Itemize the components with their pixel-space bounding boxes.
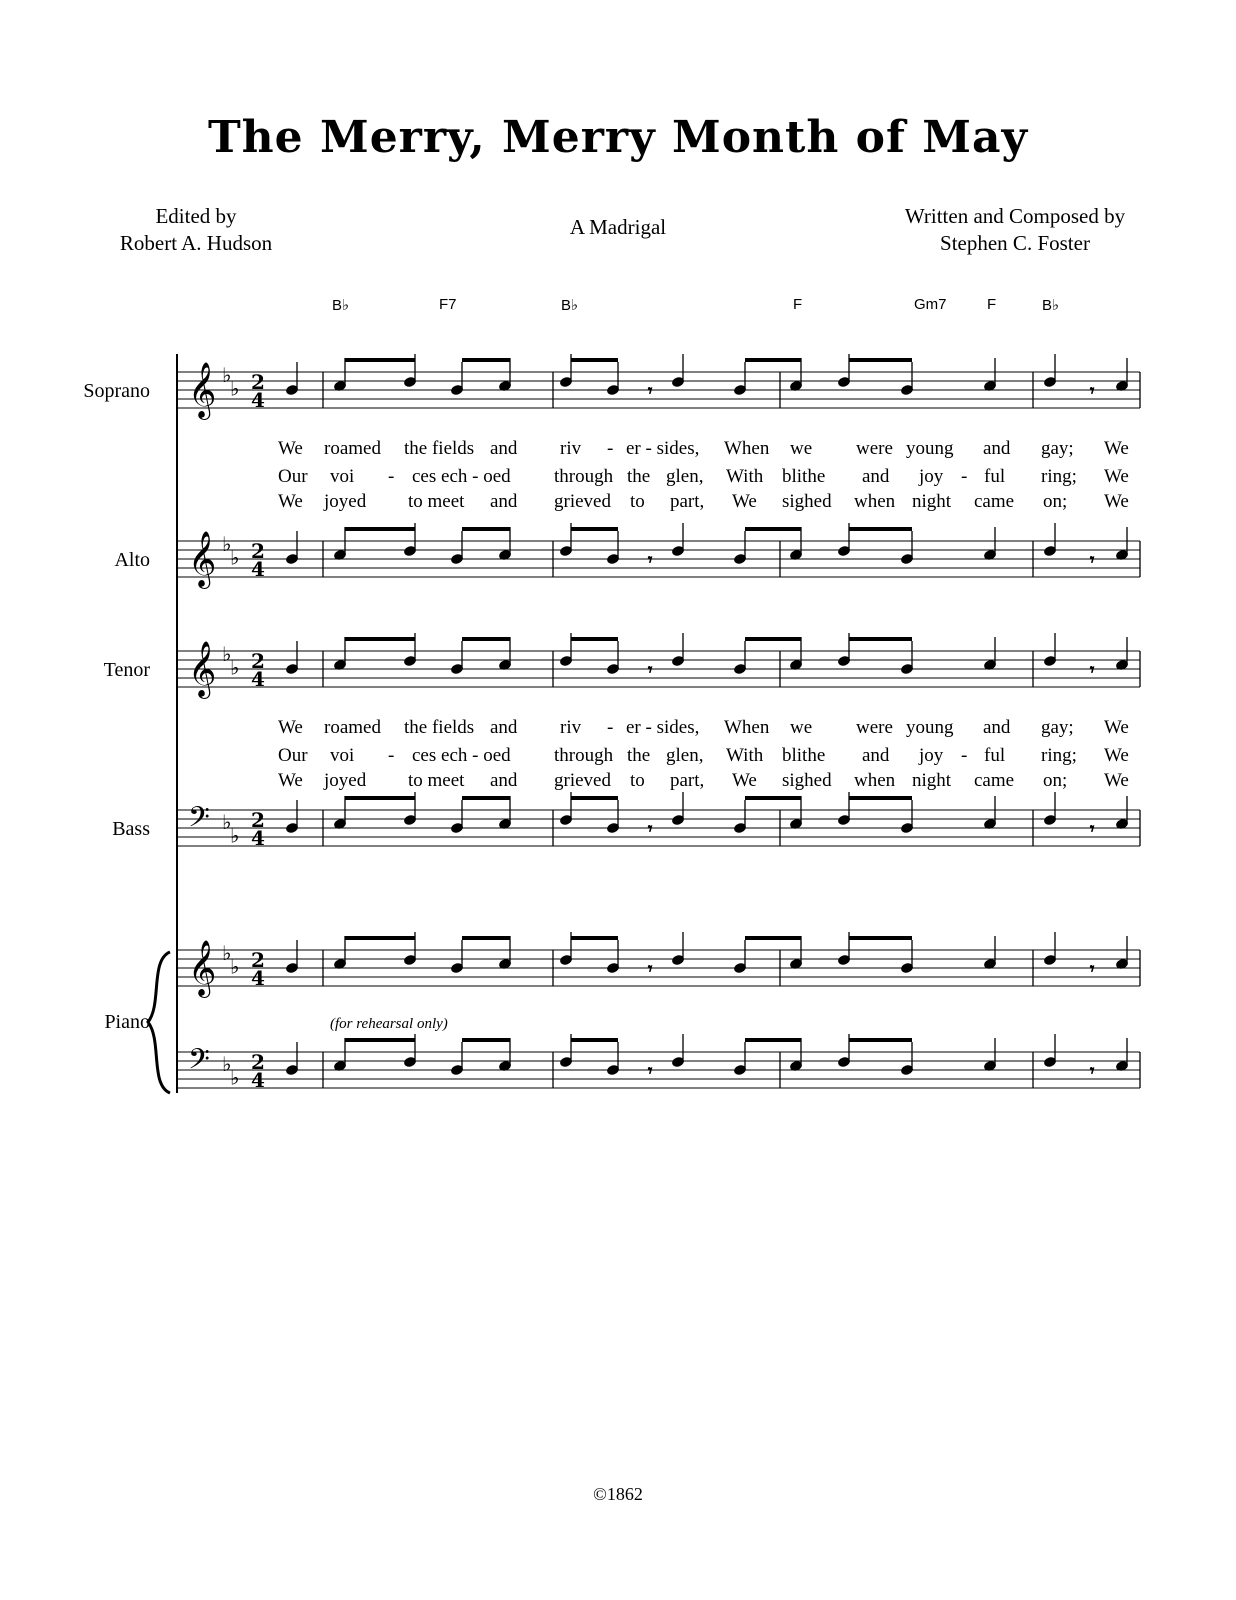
treble-clef-icon: 𝄞 xyxy=(188,531,217,587)
rest-icon: 𝄾 xyxy=(648,961,653,978)
lyric-syllable: We xyxy=(1104,491,1129,512)
lyric-syllable: on; xyxy=(1043,770,1068,791)
lyric-syllable: When xyxy=(724,438,770,459)
lyric-syllable: We xyxy=(1104,745,1129,766)
rest-icon: 𝄾 xyxy=(1090,383,1095,400)
part-label-soprano: Soprano xyxy=(83,380,150,402)
composer-name: Stephen C. Foster xyxy=(940,231,1090,255)
lyric-syllable: We xyxy=(278,491,303,512)
lyric-syllable: voi xyxy=(330,466,355,487)
chord-symbol: F7 xyxy=(439,296,457,313)
flat-icon: ♭ xyxy=(222,642,232,666)
lyric-syllable: through xyxy=(554,745,614,766)
rest-icon: 𝄾 xyxy=(1090,552,1095,569)
lyric-syllable: roamed xyxy=(324,438,381,459)
lyric-syllable: grieved xyxy=(554,491,611,512)
lyric-syllable: and xyxy=(490,770,518,791)
lyric-syllable: young xyxy=(906,438,954,459)
lyric-syllable: gay; xyxy=(1041,717,1074,738)
time-signature: 4 xyxy=(251,388,265,412)
lyric-syllable: and xyxy=(983,717,1011,738)
lyric-syllable: part, xyxy=(670,770,705,791)
lyric-syllable: when xyxy=(854,770,896,791)
lyric-syllable: to xyxy=(630,770,645,791)
lyric-syllable: We xyxy=(278,438,303,459)
lyric-syllable: er - sides, xyxy=(626,717,700,738)
lyric-syllable: and xyxy=(862,466,890,487)
treble-clef-icon: 𝄞 xyxy=(188,641,217,697)
time-signature: 4 xyxy=(251,966,265,990)
staff-lines xyxy=(177,372,1140,1088)
lyric-syllable: and xyxy=(490,438,518,459)
lyric-syllable: glen, xyxy=(666,466,704,487)
song-title: The Merry, Merry Month of May xyxy=(207,112,1029,163)
time-signature: 2 xyxy=(251,649,265,673)
bass-clef-icon: 𝄢 xyxy=(188,1043,210,1083)
time-signature: 4 xyxy=(251,826,265,850)
rest-icon: 𝄾 xyxy=(1090,1063,1095,1080)
subtitle: A Madrigal xyxy=(569,215,667,239)
flat-icon: ♭ xyxy=(222,941,232,965)
lyric-syllable: we xyxy=(790,717,813,738)
composer-credit-line1: Written and Composed by xyxy=(904,204,1126,228)
barlines xyxy=(177,372,1140,1088)
lyric-syllable: when xyxy=(854,491,896,512)
rest-icon: 𝄾 xyxy=(648,662,653,679)
lyric-syllable: er - sides, xyxy=(626,438,700,459)
rest-icon: 𝄾 xyxy=(648,383,653,400)
part-label-bass: Bass xyxy=(112,818,150,840)
part-label-piano: Piano xyxy=(104,1011,150,1033)
lyric-syllable: the xyxy=(627,745,651,766)
lyric-syllable: ces ech - oed xyxy=(412,466,511,487)
chord-symbol: Gm7 xyxy=(914,296,947,313)
lyric-syllable: on; xyxy=(1043,491,1068,512)
lyric-syllable: were xyxy=(856,438,893,459)
piano-brace xyxy=(148,952,170,1093)
lyric-syllable: We xyxy=(1104,438,1129,459)
lyric-syllable: glen, xyxy=(666,745,704,766)
editor-credit-line1: Edited by xyxy=(155,204,237,228)
lyric-syllable: ring; xyxy=(1041,745,1077,766)
rehearsal-note: (for rehearsal only) xyxy=(330,1016,448,1032)
lyric-syllable: joyed xyxy=(324,770,367,791)
lyric-syllable: ful xyxy=(984,466,1006,487)
part-label-tenor: Tenor xyxy=(103,659,150,681)
lyric-syllable: Our xyxy=(278,745,308,766)
lyric-syllable: were xyxy=(856,717,893,738)
lyric-syllable: the fields xyxy=(404,438,475,459)
lyric-syllable: joy xyxy=(919,466,944,487)
rest-icon: 𝄾 xyxy=(1090,662,1095,679)
lyric-syllable: We xyxy=(278,717,303,738)
lyric-syllable: to meet xyxy=(408,491,465,512)
lyric-syllable: We xyxy=(1104,770,1129,791)
chord-symbol: B♭ xyxy=(561,297,579,314)
lyric-syllable: the xyxy=(627,466,651,487)
lyric-syllable: ces ech - oed xyxy=(412,745,511,766)
lyric-syllable: We xyxy=(732,491,757,512)
treble-clef-icon: 𝄞 xyxy=(188,940,217,996)
lyric-syllable: grieved xyxy=(554,770,611,791)
lyric-syllable: night xyxy=(912,491,952,512)
lyric-syllable: sighed xyxy=(782,491,832,512)
time-signature: 2 xyxy=(251,539,265,563)
lyric-syllable: With xyxy=(726,745,764,766)
editor-name: Robert A. Hudson xyxy=(119,231,273,255)
lyric-syllable: young xyxy=(906,717,954,738)
rest-icon: 𝄾 xyxy=(648,1063,653,1080)
lyric-syllable: part, xyxy=(670,491,705,512)
lyric-syllable: roamed xyxy=(324,717,381,738)
lyric-syllable: blithe xyxy=(782,745,826,766)
lyric-syllable: to meet xyxy=(408,770,465,791)
lyric-syllable: joyed xyxy=(324,491,367,512)
lyric-syllable: We xyxy=(732,770,757,791)
lyric-syllable: the fields xyxy=(404,717,475,738)
lyric-syllable: and xyxy=(983,438,1011,459)
rest-icon: 𝄾 xyxy=(648,552,653,569)
clefs xyxy=(188,362,265,1092)
lyric-syllable: sighed xyxy=(782,770,832,791)
rest-icon: 𝄾 xyxy=(648,821,653,838)
lyric-syllable: and xyxy=(862,745,890,766)
flat-icon: ♭ xyxy=(230,376,240,401)
time-signature: 4 xyxy=(251,667,265,691)
flat-icon: ♭ xyxy=(222,810,232,834)
lyric-syllable: - xyxy=(607,438,614,459)
time-signature: 2 xyxy=(251,1050,265,1074)
lyric-syllable: When xyxy=(724,717,770,738)
part-label-alto: Alto xyxy=(114,549,150,571)
bass-clef-icon: 𝄢 xyxy=(188,801,210,841)
time-signature: 4 xyxy=(251,557,265,581)
flat-icon: ♭ xyxy=(230,954,240,979)
notes xyxy=(285,354,1128,1080)
lyric-syllable: and xyxy=(490,491,518,512)
time-signature: 4 xyxy=(251,1068,265,1092)
lyric-syllable: With xyxy=(726,466,764,487)
lyric-syllable: ful xyxy=(984,745,1006,766)
rest-icon: 𝄾 xyxy=(1090,821,1095,838)
flat-icon: ♭ xyxy=(230,1065,240,1090)
lyric-syllable: - xyxy=(607,717,614,738)
flat-icon: ♭ xyxy=(222,363,232,387)
lyric-syllable: came xyxy=(974,491,1015,512)
lyric-syllable: blithe xyxy=(782,466,826,487)
chord-symbol: F xyxy=(987,296,997,313)
chord-symbol: B♭ xyxy=(1042,297,1060,314)
chord-symbol: F xyxy=(793,296,803,313)
flat-icon: ♭ xyxy=(222,1052,232,1076)
lyric-syllable: to xyxy=(630,491,645,512)
lyric-syllable: riv xyxy=(560,717,582,738)
lyric-syllable: - xyxy=(961,745,968,766)
lyric-syllable: ring; xyxy=(1041,466,1077,487)
time-signature: 2 xyxy=(251,808,265,832)
lyric-syllable: - xyxy=(388,466,395,487)
chord-symbol: B♭ xyxy=(332,297,350,314)
lyric-syllable: riv xyxy=(560,438,582,459)
lyric-syllable: We xyxy=(1104,717,1129,738)
lyric-syllable: We xyxy=(278,770,303,791)
lyric-syllable: We xyxy=(1104,466,1129,487)
time-signature: 2 xyxy=(251,370,265,394)
lyric-syllable: Our xyxy=(278,466,308,487)
flat-icon: ♭ xyxy=(230,655,240,680)
copyright: ©1862 xyxy=(593,1484,643,1504)
lyric-syllable: we xyxy=(790,438,813,459)
lyric-syllable: joy xyxy=(919,745,944,766)
flat-icon: ♭ xyxy=(222,532,232,556)
treble-clef-icon: 𝄞 xyxy=(188,362,217,418)
lyric-syllable: voi xyxy=(330,745,355,766)
flat-icon: ♭ xyxy=(230,545,240,570)
time-signature: 2 xyxy=(251,948,265,972)
lyric-syllable: night xyxy=(912,770,952,791)
lyric-syllable: and xyxy=(490,717,518,738)
lyric-syllable: gay; xyxy=(1041,438,1074,459)
lyric-syllable: - xyxy=(388,745,395,766)
flat-icon: ♭ xyxy=(230,823,240,848)
lyric-syllable: through xyxy=(554,466,614,487)
rest-icon: 𝄾 xyxy=(1090,961,1095,978)
lyric-syllable: - xyxy=(961,466,968,487)
lyric-syllable: came xyxy=(974,770,1015,791)
